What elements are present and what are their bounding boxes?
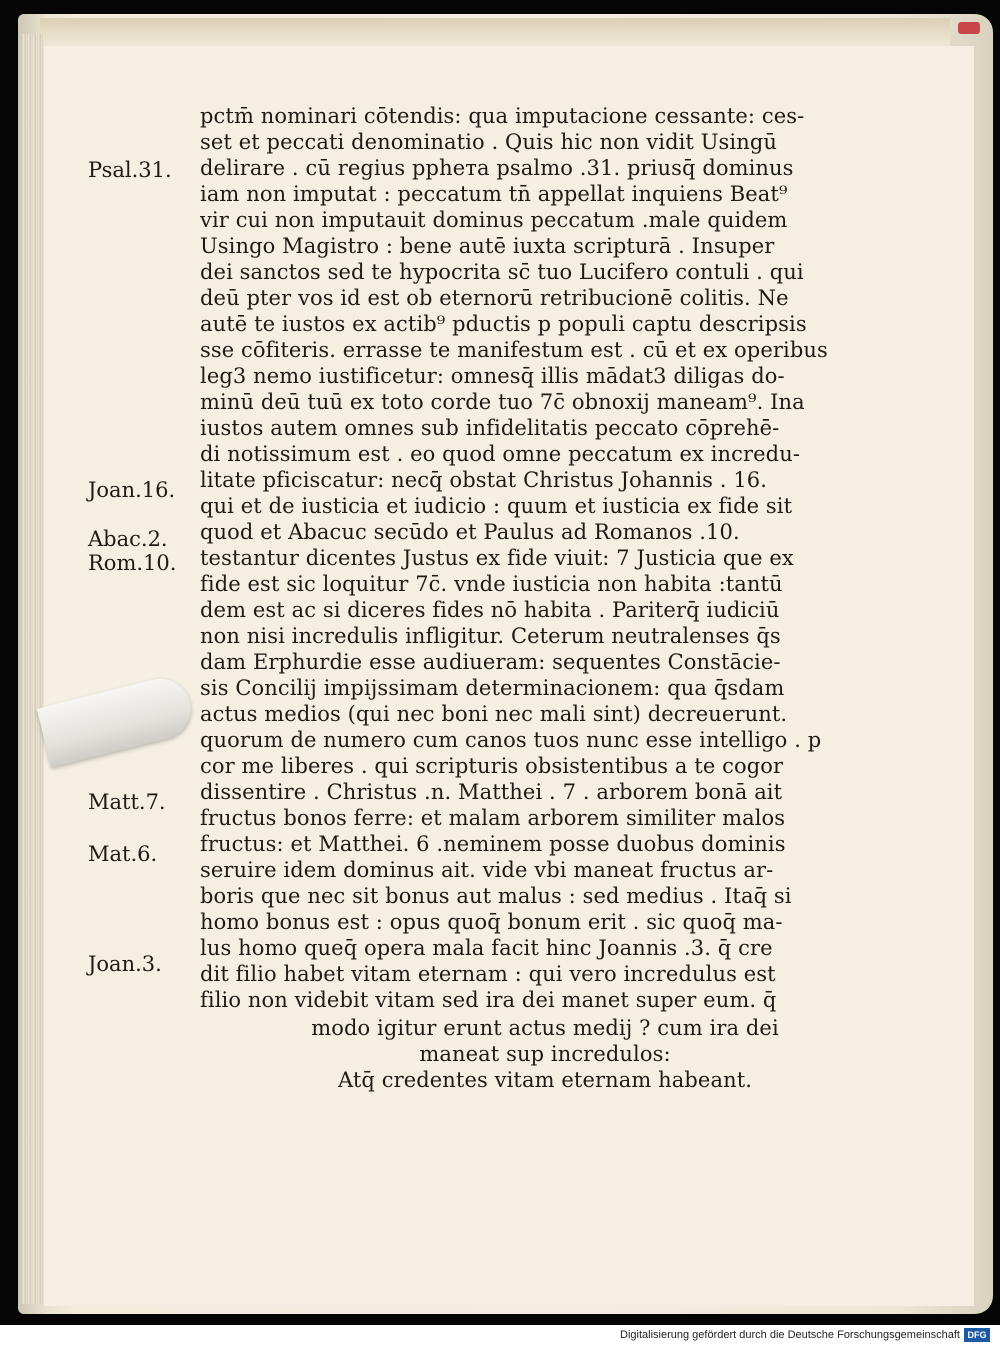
text-line: quod et Abacuc secūdo et Paulus ad Romanos .10. — [200, 520, 740, 544]
margin-note-abac: Abac.2. — [88, 527, 168, 551]
text-line: autē te iustos ex actib⁹ pductis p populi captu descripsis — [200, 312, 807, 336]
text-line: delirare . cū regius pphета psalmo .31. priusq̄ dominus — [200, 156, 794, 180]
page-top-edge — [40, 18, 950, 48]
text-line: iustos autem omnes sub infidelitatis peccato cōprehē- — [200, 416, 780, 440]
text-line: vir cui non imputauit dominus peccatum .male quidem — [200, 208, 788, 232]
text-line: sis Concilij impijssimam determinacionem: qua q̄sdam — [200, 676, 785, 700]
text-line: dit filio habet vitam eternam : qui vero incredulus est — [200, 962, 776, 986]
margin-note-joan-16: Joan.16. — [88, 478, 176, 502]
text-line: filio non videbit vitam sed ira dei manet super eum. q̄ — [200, 988, 777, 1012]
text-line: dissentire . Christus .n. Matthei . 7 . arborem bonā ait — [200, 780, 783, 804]
digitization-credit: Digitalisierung gefördert durch die Deutsche Forschungsgemeinschaft — [620, 1329, 960, 1341]
text-line: dam Erphurdie esse audiueram: sequentes Constācie- — [200, 650, 781, 674]
closing-line: Atq̄ credentes vitam eternam habeant. — [337, 1068, 753, 1092]
text-line: set et peccati denominatio . Quis hic non vidit Usingū — [200, 130, 778, 154]
text-line: dem est ac si diceres fides nō habita . Pariterq̄ iudiciū — [200, 598, 780, 622]
margin-note-psal: Psal.31. — [88, 158, 172, 182]
text-line: iam non imputat : peccatum tn̄ appellat inquiens Beat⁹ — [200, 182, 788, 206]
margin-note-mat: Mat.6. — [88, 842, 158, 866]
text-line: non nisi incredulis infligitur. Ceterum neutralenses q̄s — [200, 624, 781, 648]
text-line: sse cōfiteris. errasse te manifestum est . cū et ex operibus — [200, 338, 828, 362]
page-stack-edge — [22, 34, 44, 1304]
text-line: pctm̄ nominari cōtendis: qua imputacione cessante: ces- — [200, 104, 805, 128]
margin-note-matt: Matt.7. — [88, 790, 166, 814]
text-line: homo bonus est : opus quoq̄ bonum erit . sic quoq̄ ma- — [200, 910, 783, 934]
footer-bar — [0, 1325, 1000, 1347]
dfg-logo: DFG — [964, 1328, 990, 1342]
text-line: fide est sic loquitur 7c̄. vnde iusticia non habita :tantū — [200, 572, 783, 596]
text-line: Usingo Magistro : bene autē iuxta scripturā . Insuper — [200, 234, 775, 258]
closing-line: modo igitur erunt actus medij ? cum ira dei — [311, 1016, 779, 1040]
text-line: quorum de numero cum canos tuos nunc esse intelligo . p — [200, 728, 822, 752]
margin-note-rom: Rom.10. — [88, 551, 177, 575]
text-line: boris que nec sit bonus aut malus : sed medius . Itaq̄ si — [200, 884, 792, 908]
text-line: fructus bonos ferre: et malam arborem similiter malos — [200, 806, 786, 830]
margin-note-joan-3: Joan.3. — [88, 952, 162, 976]
page-clip — [37, 673, 197, 768]
bookmark-ribbon — [958, 22, 980, 34]
text-line: cor me liberes . qui scripturis obsistentibus a te cogor — [200, 754, 784, 778]
text-line: lus homo queq̄ opera mala facit hinc Joannis .3. q̄ cre — [200, 936, 773, 960]
text-line: qui et de iusticia et iudicio : quum et iusticia ex fide sit — [200, 494, 793, 518]
text-line: actus medios (qui nec boni nec mali sint) decreuerunt. — [200, 702, 788, 726]
text-line: leg3 nemo iustificetur: omnesq̄ illis mādat3 diligas do- — [200, 364, 785, 388]
text-line: testantur dicentes Justus ex fide viuit: 7 Justicia que ex — [200, 546, 794, 570]
text-line: fructus: et Matthei. 6 .neminem posse duobus dominis — [200, 832, 786, 856]
closing-line: maneat sup incredulos: — [419, 1042, 671, 1066]
text-line: di notissimum est . eo quod omne peccatum ex incredu- — [200, 442, 801, 466]
text-line: seruire idem dominus ait. vide vbi maneat fructus ar- — [200, 858, 774, 882]
text-line: minū deū tuū ex toto corde tuo 7c̄ obnoxij maneam⁹. Ina — [200, 390, 805, 414]
text-line: dei sanctos sed te hypocrita sc̄ tuo Lucifero contuli . qui — [200, 260, 804, 284]
text-line: deū pter vos id est ob eternorū retribucionē colitis. Ne — [200, 286, 789, 310]
text-line: litate pficiscatur: necq̄ obstat Christus Johannis . 16. — [200, 468, 768, 492]
